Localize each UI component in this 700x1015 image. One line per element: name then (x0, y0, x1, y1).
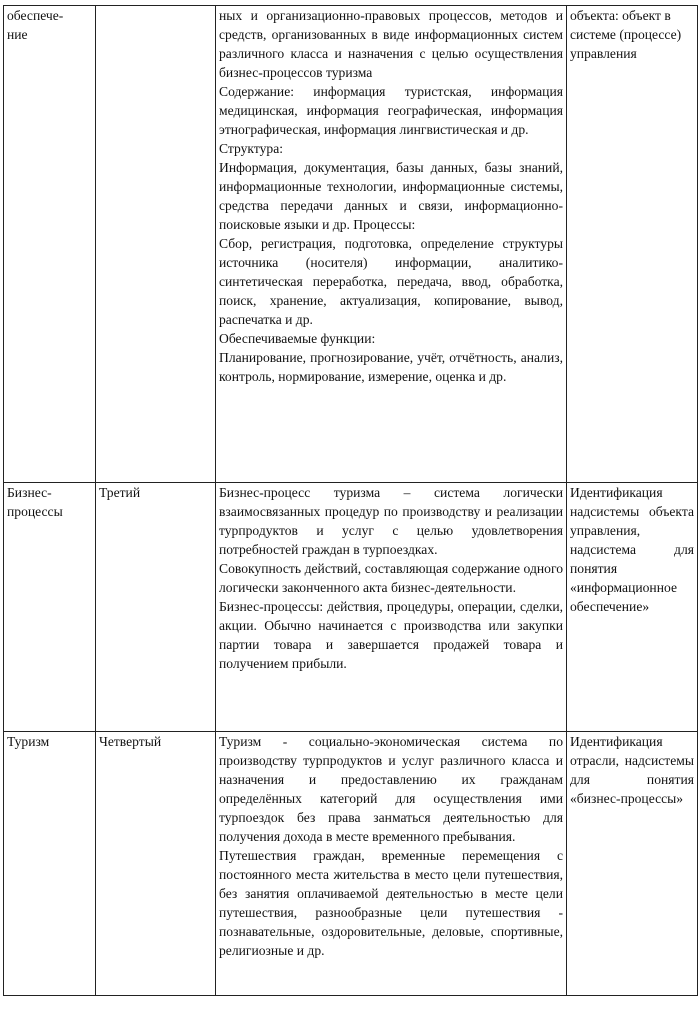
note-cell (567, 732, 698, 996)
level-cell (96, 732, 216, 996)
table-row (4, 6, 698, 483)
note-cell (567, 6, 698, 483)
term-cell (4, 6, 96, 483)
definition-cell (216, 732, 567, 996)
definition-paragraph: Совокупность действий, составляющая содержание одного логически законченного акта бизнес-деятельности. (219, 561, 563, 595)
term-text: Бизнес- процессы (7, 485, 63, 519)
level-cell (96, 483, 216, 732)
table-row (4, 732, 698, 996)
note-text: объекта: объект в системе (процессе) управления (570, 8, 682, 61)
definition-paragraph: Сбор, регистрация, подготовка, определение структуры источника (носителя) информации, аналитико-синтетическая переработка, передача, ввод, обработка, поиск, хранение, актуализация, копирование, вывод, распечатка и др. (219, 236, 563, 327)
term-cell (4, 483, 96, 732)
definition-paragraph: Туризм - социально-экономическая система по производству турпродуктов и услуг различного класса и назначения и предоставлению их гражданам определённых категорий для осуществления ими турпоездок без права занматься деятельностью для получения дохода в месте временного пребывания. (219, 734, 563, 844)
level-cell (96, 6, 216, 483)
definition-paragraph: Содержание: информация туристская, информация медицинская, информация географическая, информация этнографическая, информация лингвистическая и др. (219, 84, 563, 137)
note-text: Идентификация надсистемы объекта управления, надсистема для понятия «информационное обеспечение» (570, 485, 694, 614)
term-cell (4, 732, 96, 996)
note-text: Идентификация отрасли, надсистемы для понятия «бизнес-процессы» (570, 734, 694, 806)
definition-paragraph: Бизнес-процесс туризма – система логически взаимосвязанных процедур по производству и реализации турпродуктов и услуг с целью удовлетворения потребностей граждан в турпоездках. (219, 485, 563, 557)
definition-cell (216, 483, 567, 732)
terms-table (3, 5, 698, 996)
definition-paragraph: Путешествия граждан, временные перемещения с постоянного места жительства в место цели путешествия, без занятия оплачиваемой деятельностью в месте цели путешествия, разнообразные цели путешествия - познавательные, оздоровительные, деловые, спортивные, религиозные и др. (219, 848, 563, 958)
definition-paragraph: Структура: (219, 141, 283, 156)
table-row (4, 483, 698, 732)
term-text: обеспече- ние (7, 8, 64, 42)
level-text: Четвертый (99, 734, 162, 749)
definition-cell (216, 6, 567, 483)
definition-paragraph: Бизнес-процессы: действия, процедуры, операции, сделки, акции. Обычно начинается с производства или закупки партии товара и завершается продажей товара и получением прибыли. (219, 599, 563, 671)
level-text: Третий (99, 485, 141, 500)
definition-paragraph: ных и организационно-правовых процессов, методов и средств, организованных в виде информационных систем различного класса и назначения с целью осуществления бизнес-процессов туризма (219, 8, 563, 80)
definition-paragraph: Планирование, прогнозирование, учёт, отчётность, анализ, контроль, нормирование, измерение, оценка и др. (219, 350, 563, 384)
term-text: Туризм (7, 734, 50, 749)
note-cell (567, 483, 698, 732)
definition-paragraph: Обеспечиваемые функции: (219, 331, 376, 346)
definition-paragraph: Информация, документация, базы данных, базы знаний, информационные технологии, информационные системы, средства передачи данных и связи, информационно-поисковые языки и др. Процессы: (219, 160, 563, 232)
